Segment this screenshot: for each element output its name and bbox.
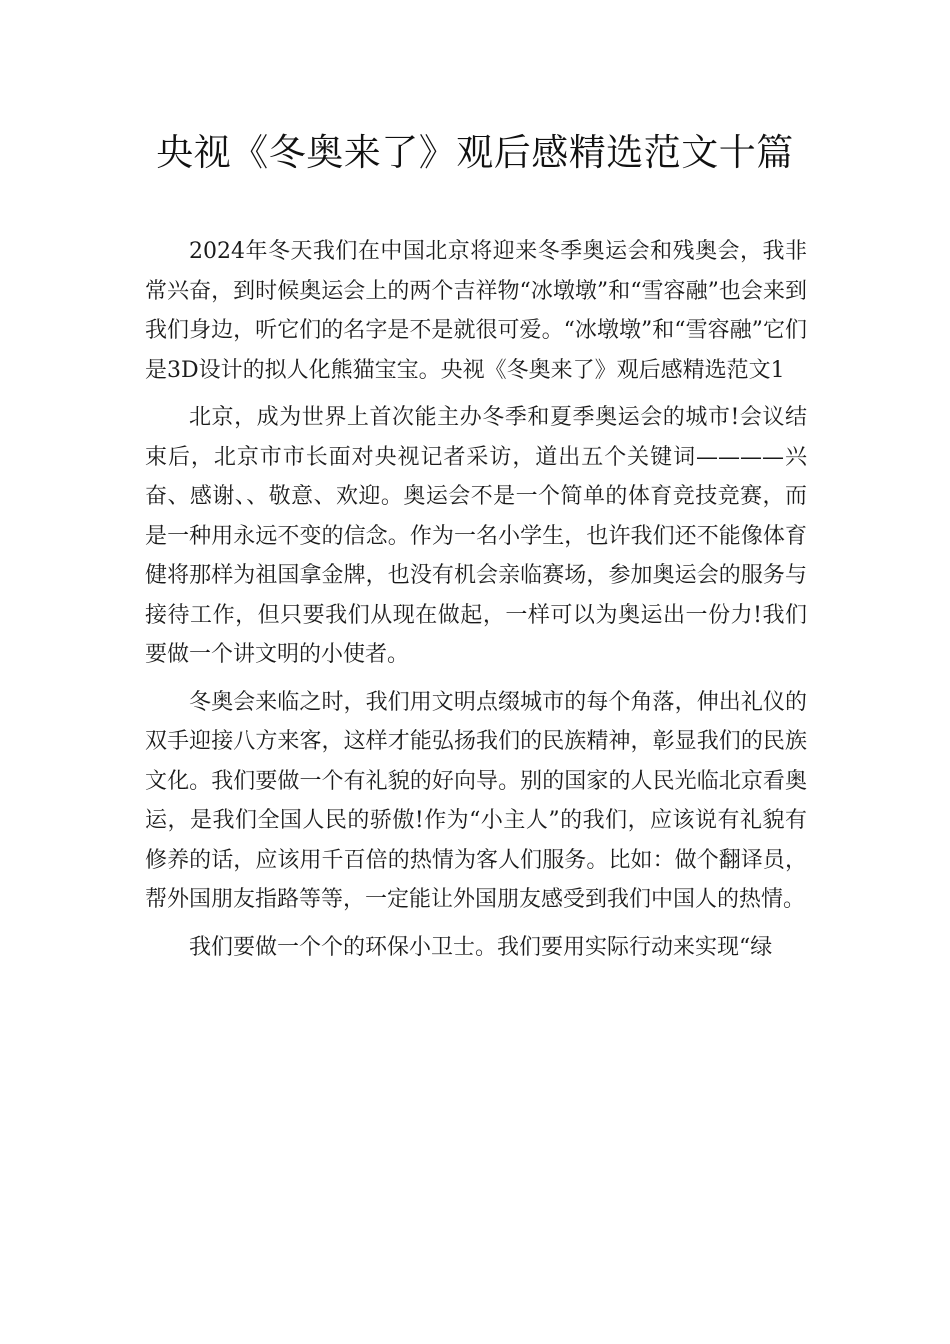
paragraph-1: 2024年冬天我们在中国北京将迎来冬季奥运会和残奥会，我非常兴奋，到时候奥运会上的两个吉祥物“冰墩墩”和“雪容融”也会来到我们身边，听它们的名字是不是就很可爱。“冰墩墩”和“雪容融”它们是3D设计的拟人化熊猫宝宝。央视《冬奥来了》观后感精选范文1 bbox=[145, 239, 807, 383]
document-body bbox=[145, 232, 807, 975]
paragraph-4: 我们要做一个个的环保小卫士。我们要用实际行动来实现“绿 bbox=[189, 934, 773, 960]
paragraph-3: 冬奥会来临之时，我们用文明点缀城市的每个角落，伸出礼仪的双手迎接八方来客，这样才能弘扬我们的民族精神，彰显我们的民族文化。我们要做一个有礼貌的好向导。别的国家的人民光临北京看奥运，是我们全国人民的骄傲!作为“小主人”的我们，应该说有礼貌有修养的话，应该用千百倍的热情为客人们服务。比如：做个翻译员，帮外国朋友指路等等，一定能让外国朋友感受到我们中国人的热情。 bbox=[145, 689, 807, 912]
document-title: 央视《冬奥来了》观后感精选范文十篇 bbox=[156, 131, 794, 174]
paragraph-2: 北京，成为世界上首次能主办冬季和夏季奥运会的城市!会议结束后，北京市市长面对央视记者采访，道出五个关键词————兴奋、感谢、、敬意、欢迎。奥运会不是一个简单的体育竞技竞赛，而是一种用永远不变的信念。作为一名小学生，也许我们还不能像体育健将那样为祖国拿金牌，也没有机会亲临赛场，参加奥运会的服务与接待工作，但只要我们从现在做起，一样可以为奥运出一份力!我们要做一个讲文明的小使者。 bbox=[145, 405, 807, 667]
